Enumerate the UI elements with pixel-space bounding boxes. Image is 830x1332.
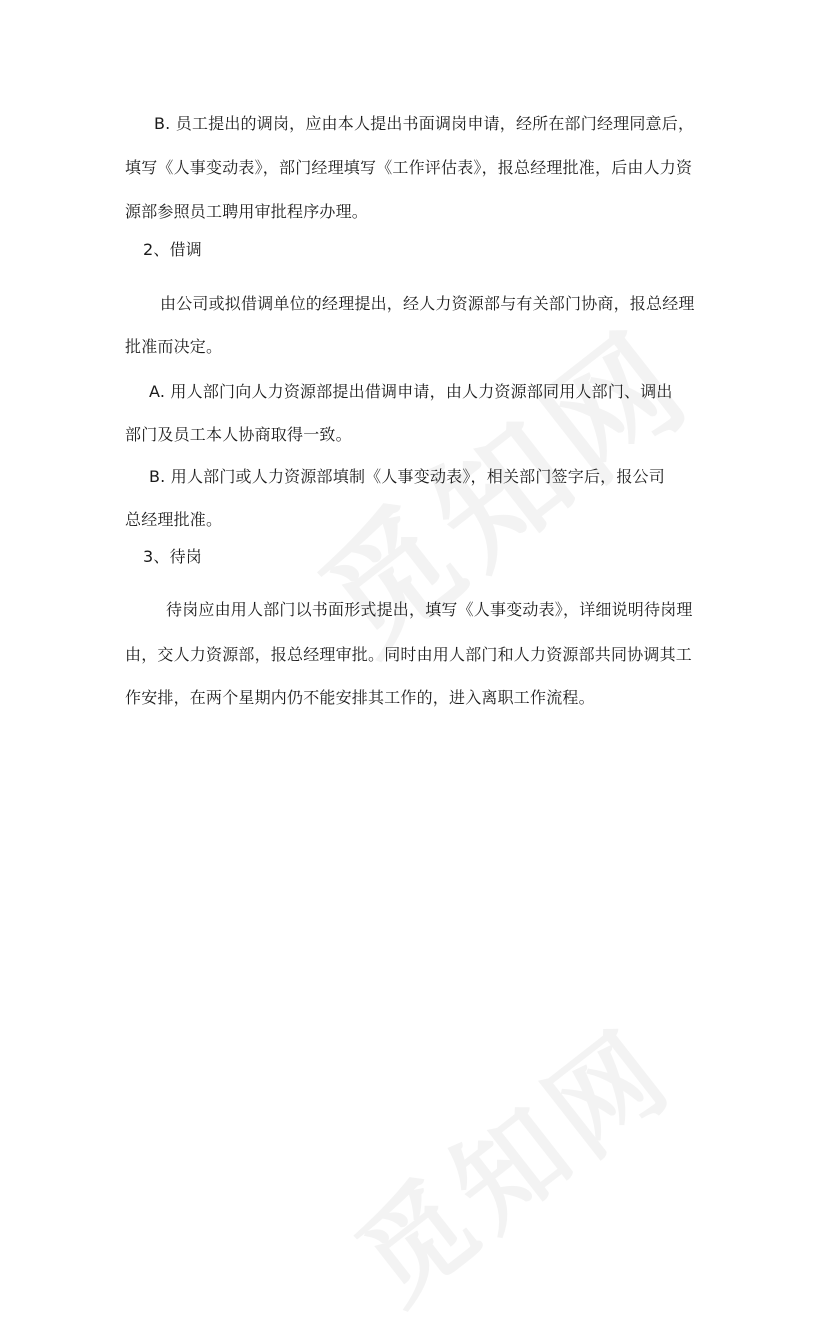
watermark-bottom: [320, 986, 701, 1332]
paragraph-3-line-2: 批准而决定。: [125, 337, 223, 356]
section-heading-3: 3、待岗: [143, 547, 202, 566]
section-heading-2: 2、借调: [143, 240, 202, 259]
paragraph-1-line-3: 源部参照员工聘用审批程序办理。: [125, 202, 369, 221]
paragraph-7-line-1: 待岗应由用人部门以书面形式提出，填写《人事变动表》，详细说明待岗理: [166, 600, 693, 619]
paragraph-4-line-1: A. 用人部门向人力资源部提出借调申请，由人力资源部同用人部门、调出: [149, 382, 673, 401]
paragraph-7-line-3: 作安排，在两个星期内仍不能安排其工作的，进入离职工作流程。: [125, 688, 595, 707]
paragraph-5-line-1: B. 用人部门或人力资源部填制《人事变动表》，相关部门签字后，报公司: [149, 467, 665, 486]
paragraph-7-line-2: 由，交人力资源部，报总经理审批。同时由用人部门和人力资源部共同协调其工: [125, 645, 693, 664]
paragraph-1-line-1: B. 员工提出的调岗，应由本人提出书面调岗申请，经所在部门经理同意后，: [154, 114, 695, 133]
paragraph-4-line-2: 部门及员工本人协商取得一致。: [125, 425, 352, 444]
paragraph-1-line-2: 填写《人事变动表》，部门经理填写《工作评估表》，报总经理批准，后由人力资: [125, 158, 693, 177]
paragraph-5-line-2: 总经理批准。: [125, 510, 223, 529]
paragraph-3-line-1: 由公司或拟借调单位的经理提出，经人力资源部与有关部门协商，报总经理: [160, 294, 695, 313]
